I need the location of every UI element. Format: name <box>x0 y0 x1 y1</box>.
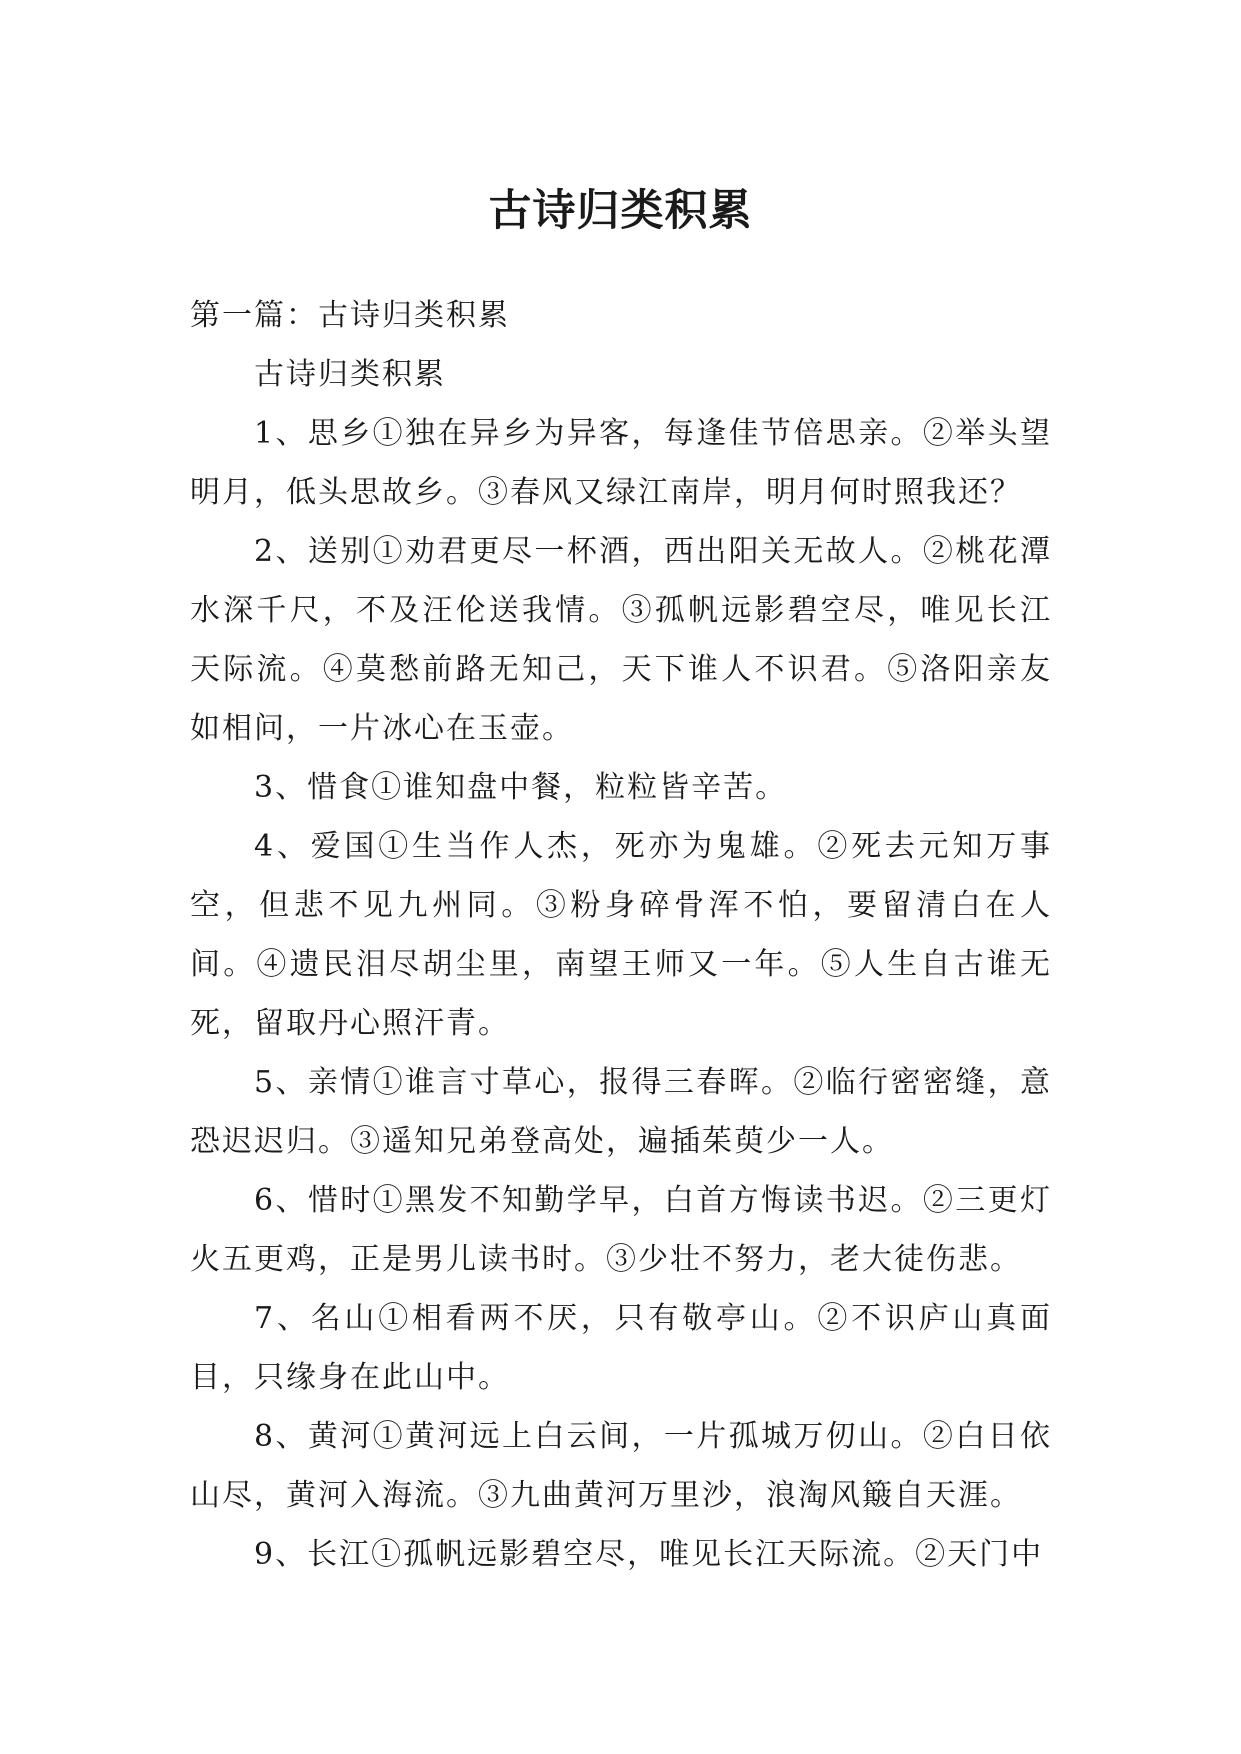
paragraph-5-family: 5、亲情①谁言寸草心，报得三春晖。②临行密密缝，意恐迟迟归。③遥知兄弟登高处，遍插茱萸少一人。 <box>190 1065 1052 1159</box>
paragraph-9-yangtze-river: 9、长江①孤帆远影碧空尽，唯见长江天际流。②天门中 <box>254 1537 1044 1572</box>
document-title: 古诗归类积累 <box>488 185 753 236</box>
paragraph-4-patriotism: 4、爱国①生当作人杰，死亦为鬼雄。②死去元知万事空，但悲不见九州同。③粉身碎骨浑不怕，要留清白在人间。④遗民泪尽胡尘里，南望王师又一年。⑤人生自古谁无死，留取丹心照汗青。 <box>190 829 1052 1041</box>
section-heading: 第一篇：古诗归类积累 <box>190 298 510 333</box>
document-body <box>190 286 1052 1584</box>
paragraph-6-cherish-time: 6、惜时①黑发不知勤学早，白首方悔读书迟。②三更灯火五更鸡，正是男儿读书时。③少壮不努力，老大徒伤悲。 <box>190 1183 1052 1277</box>
paragraph-1-homesickness: 1、思乡①独在异乡为异客，每逢佳节倍思亲。②举头望明月，低头思故乡。③春风又绿江南岸，明月何时照我还？ <box>190 416 1052 510</box>
section-subtitle: 古诗归类积累 <box>254 357 446 392</box>
paragraph-7-famous-mountains: 7、名山①相看两不厌，只有敬亭山。②不识庐山真面目，只缘身在此山中。 <box>190 1301 1052 1395</box>
paragraph-3-cherish-food: 3、惜食①谁知盘中餐，粒粒皆辛苦。 <box>254 770 788 805</box>
paragraph-2-farewell: 2、送别①劝君更尽一杯酒，西出阳关无故人。②桃花潭水深千尺，不及汪伦送我情。③孤帆远影碧空尽，唯见长江天际流。④莫愁前路无知己，天下谁人不识君。⑤洛阳亲友如相问，一片冰心在玉壶。 <box>190 534 1052 746</box>
paragraph-8-yellow-river: 8、黄河①黄河远上白云间，一片孤城万仞山。②白日依山尽，黄河入海流。③九曲黄河万里沙，浪淘风簸自天涯。 <box>190 1419 1052 1513</box>
